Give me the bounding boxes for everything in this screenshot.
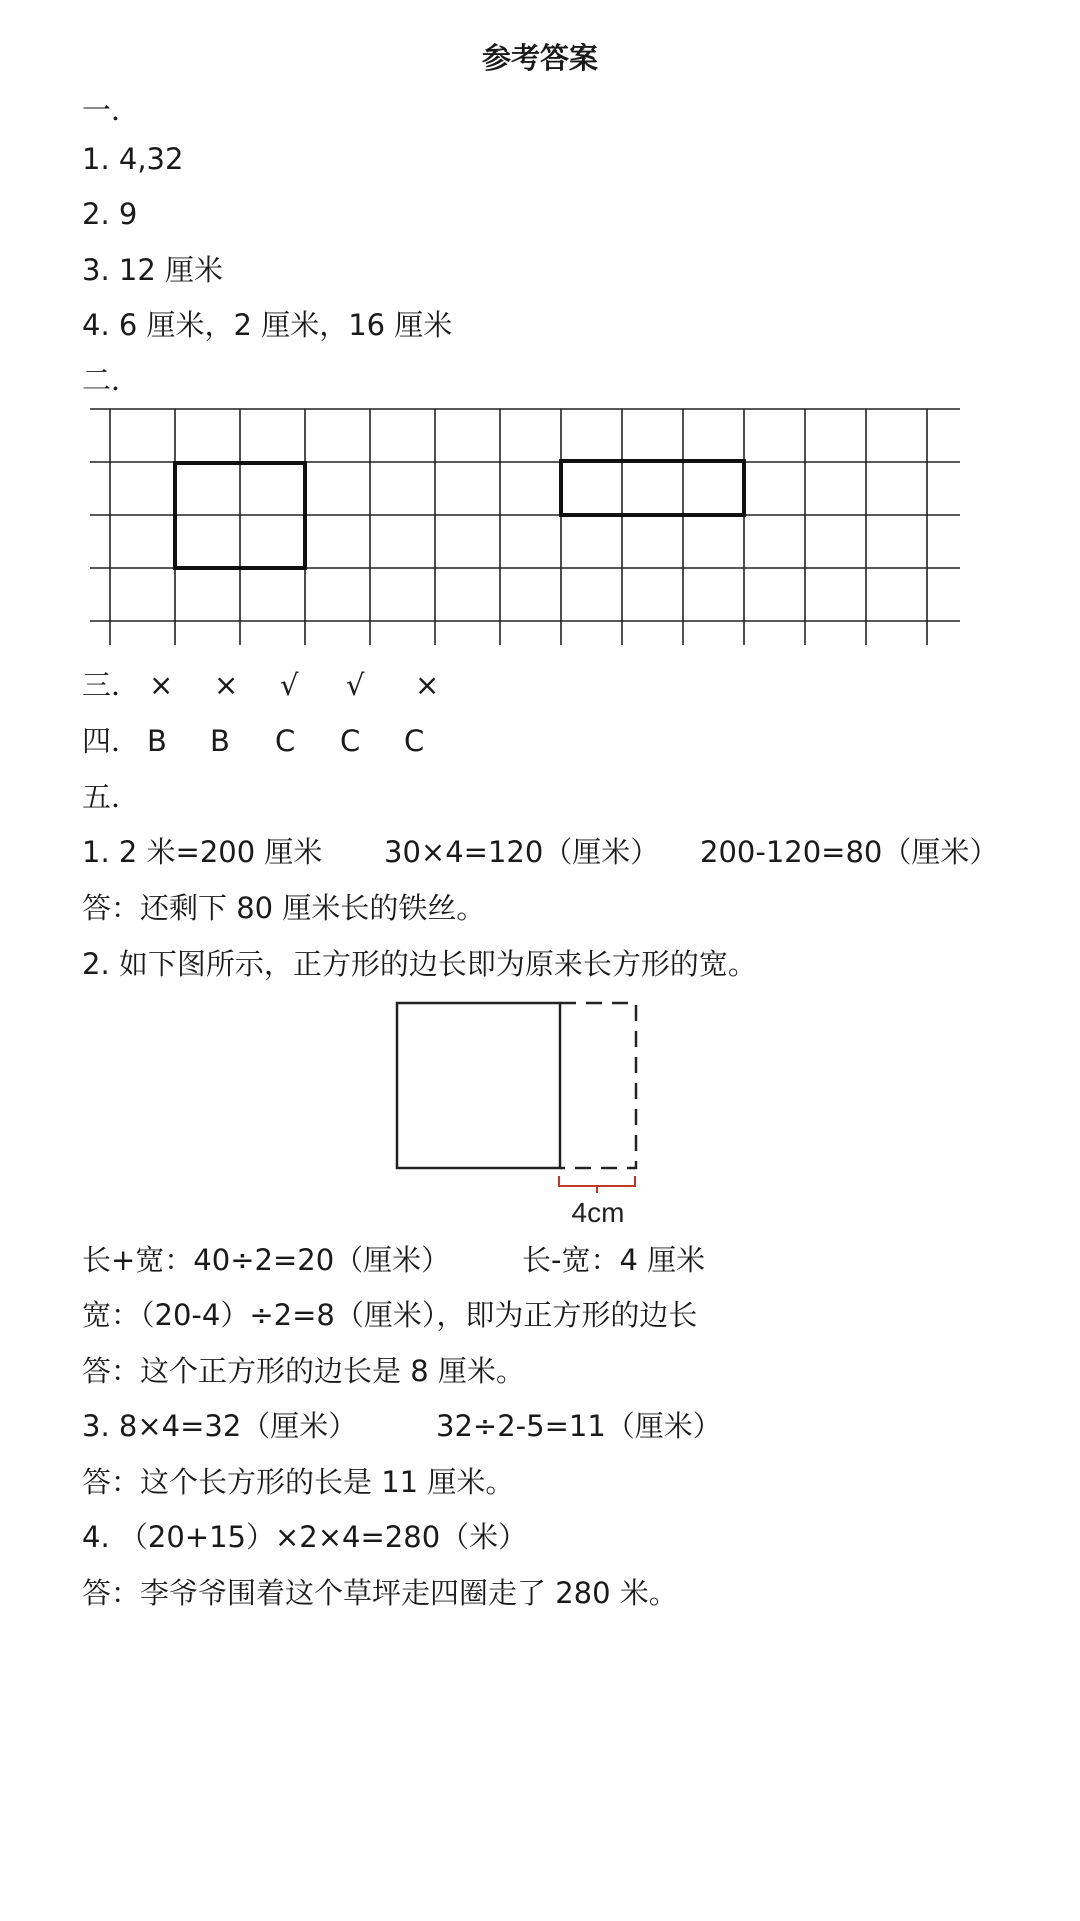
q2-line2: 宽：（20-4）÷2=8（厘米），即为正方形的边长 [82, 1298, 698, 1332]
q3-answer: 答：这个长方形的长是 11 厘米。 [82, 1465, 515, 1499]
section-4-heading: 四． [82, 724, 141, 758]
q2-answer: 答：这个正方形的边长是 8 厘米。 [82, 1354, 525, 1388]
section-5-heading: 五． [82, 780, 141, 814]
page-title: 参考答案 [481, 41, 598, 75]
q2-line1-part-2: 长-宽：4 厘米 [522, 1243, 706, 1277]
q1-part-1: 1. 2 米=200 厘米 [82, 835, 323, 869]
section-1-item-4: 4. 6 厘米，2 厘米，16 厘米 [82, 308, 453, 342]
mark-4: √ [346, 668, 365, 702]
q4-line: 4. （20+15）×2×4=280（米） [82, 1520, 528, 1554]
mark-1: × [149, 668, 174, 702]
q3-part-1: 3. 8×4=32（厘米） [82, 1409, 358, 1443]
square-outline [397, 1003, 560, 1168]
section-1-item-3: 3. 12 厘米 [82, 253, 224, 287]
section-1-heading: 一． [82, 93, 141, 127]
q3-part-2: 32÷2-5=11（厘米） [436, 1409, 722, 1443]
section-1-item-1: 1. 4,32 [82, 142, 184, 176]
mark-3: √ [280, 668, 299, 702]
q2-intro: 2. 如下图所示，正方形的边长即为原来长方形的宽。 [82, 947, 757, 981]
dashed-extension [560, 1003, 636, 1168]
answer-5: C [404, 724, 425, 758]
mark-5: × [415, 668, 440, 702]
answer-3: C [275, 724, 296, 758]
mark-2: × [214, 668, 239, 702]
section-3-heading: 三． [82, 668, 141, 702]
width-bracket [559, 1176, 635, 1193]
section-2-heading: 二． [82, 363, 141, 397]
q1-part-2: 30×4=120（厘米） [384, 835, 660, 869]
q4-answer: 答：李爷爷围着这个草坪走四圈走了 280 米。 [82, 1576, 678, 1610]
q2-line1-part-1: 长+宽：40÷2=20（厘米） [82, 1243, 451, 1277]
answer-2: B [210, 724, 230, 758]
figure-label: 4cm [571, 1197, 625, 1228]
section-1-item-2: 2. 9 [82, 197, 138, 231]
answer-4: C [340, 724, 361, 758]
answer-1: B [147, 724, 167, 758]
q1-part-3: 200-120=80（厘米） [700, 835, 999, 869]
q1-answer: 答：还剩下 80 厘米长的铁丝。 [82, 891, 486, 925]
